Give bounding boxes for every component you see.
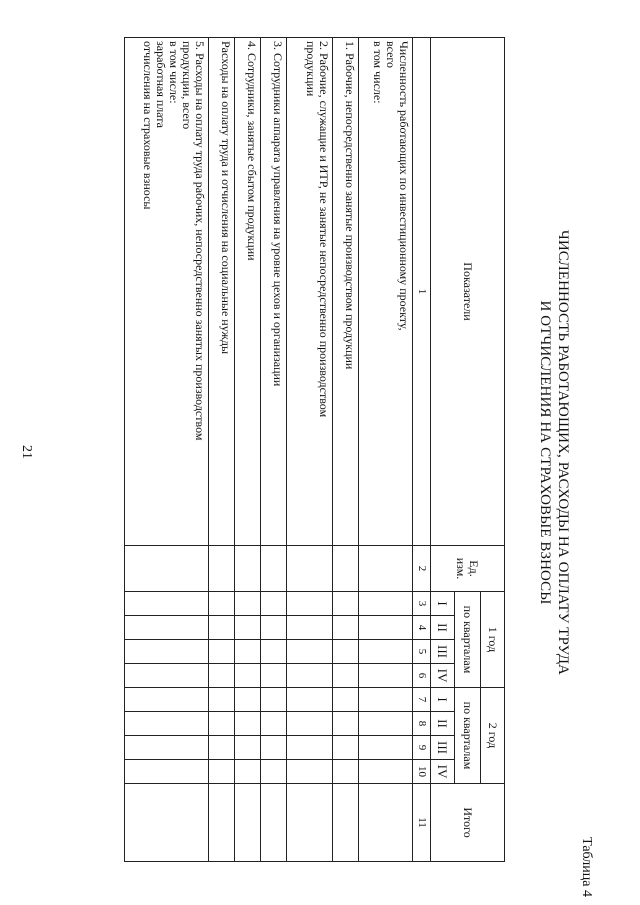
header-total: Итого — [431, 784, 505, 862]
table-caption: Таблица 4 — [579, 837, 594, 897]
header-y1-q4: IV — [431, 664, 455, 688]
column-number: 10 — [413, 760, 431, 784]
column-number: 3 — [413, 592, 431, 616]
header-year-1-by-quarters: по кварталам — [455, 592, 481, 688]
table-row — [209, 38, 235, 862]
row-indicator-production-labor-costs: 5. Расходы на оплату труда рабочих, непосредственно занятых производством продукции, всего в том числе: заработная плата отчисления на страховые взносы — [125, 38, 209, 546]
column-number: 6 — [413, 664, 431, 688]
header-year-1: 1 год — [481, 592, 505, 688]
column-number: 8 — [413, 712, 431, 736]
table-row — [125, 38, 209, 862]
row-indicator-sales-staff: 4. Сотрудники, занятые сбытом продукции — [235, 38, 261, 546]
header-indicators: Показатели — [431, 38, 505, 546]
column-number: 11 — [413, 784, 431, 862]
column-number: 5 — [413, 640, 431, 664]
document-title-line-2: И ОТЧИСЛЕНИЯ НА СТРАХОВЫЕ ВЗНОСЫ — [537, 300, 553, 605]
header-year-2: 2 год — [481, 688, 505, 784]
row-indicator-labor-costs-section: Расходы на оплату труда и отчисления на социальные нужды — [209, 38, 235, 546]
column-number: 1 — [413, 38, 431, 546]
row-indicator-non-production-staff: 2. Рабочие, служащие и ИТР, не занятые непосредственно производством продукции — [287, 38, 333, 546]
header-year-2-by-quarters: по кварталам — [455, 688, 481, 784]
table-row — [333, 38, 359, 862]
column-number: 2 — [413, 546, 431, 592]
document-title-line-1: ЧИСЛЕННОСТЬ РАБОТАЮЩИХ, РАСХОДЫ НА ОПЛАТУ ТРУДА — [555, 230, 571, 675]
table-row — [261, 38, 287, 862]
table-row — [235, 38, 261, 862]
row-indicator-headcount-total: Численность работающих по инвестиционному проекту, всего в том числе: — [359, 38, 413, 546]
header-unit: Ед. изм. — [431, 546, 505, 592]
header-y2-q3: III — [431, 736, 455, 760]
column-number: 9 — [413, 736, 431, 760]
header-y2-q1: I — [431, 688, 455, 712]
header-y2-q2: II — [431, 712, 455, 736]
page-number: 21 — [19, 445, 34, 459]
header-y1-q1: I — [431, 592, 455, 616]
row-indicator-production-workers: 1. Рабочие, непосредственно занятые производством продукции — [333, 38, 359, 546]
table-row — [287, 38, 333, 862]
row-indicator-management-staff: 3. Сотрудники аппарата управления на уровне цехов и организации — [261, 38, 287, 546]
header-y1-q3: III — [431, 640, 455, 664]
header-y2-q4: IV — [431, 760, 455, 784]
header-y1-q2: II — [431, 616, 455, 640]
table-row — [359, 38, 413, 862]
column-number: 7 — [413, 688, 431, 712]
labor-costs-table — [124, 37, 505, 862]
column-number: 4 — [413, 616, 431, 640]
